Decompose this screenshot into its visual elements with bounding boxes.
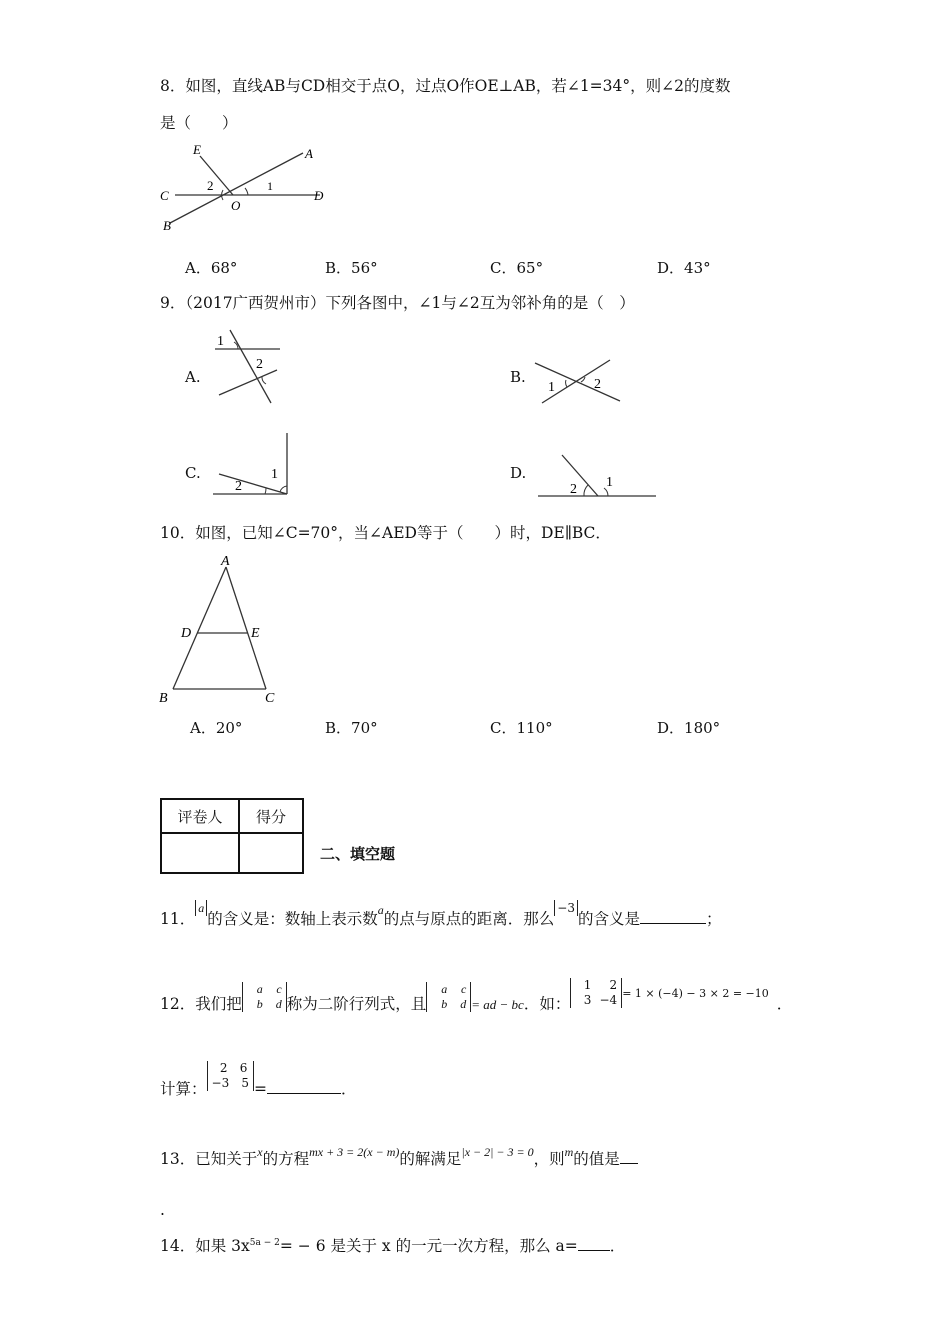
q11-var-a: a	[377, 903, 384, 917]
q13-t1: 已知关于	[195, 1150, 258, 1168]
q13-var-m: m	[564, 1145, 574, 1159]
q8-option-c: C．65°	[490, 259, 544, 277]
q14-line	[160, 1233, 625, 1256]
q10-label-e: E	[251, 626, 260, 641]
q13-t2: 的方程	[262, 1150, 310, 1168]
q14-answer-blank	[578, 1236, 610, 1251]
q9c-angle1: 1	[271, 467, 278, 482]
q14-t2: = − 6 是关于 x 的一元一次方程，那么 a=	[279, 1237, 578, 1256]
q10-label-c: C	[265, 691, 275, 706]
q11-line	[160, 901, 722, 930]
q8-option-d: D．43°	[657, 259, 711, 277]
q14-end: ．	[609, 1237, 626, 1256]
score-table	[160, 798, 304, 874]
q11-answer-blank	[640, 909, 706, 924]
q8-angle2: 2	[207, 178, 214, 193]
q10-option-c: C．110°	[490, 719, 553, 737]
q11-end: ；	[705, 910, 722, 928]
q9-option-a-label: A.	[185, 368, 201, 386]
q10-figure	[155, 550, 290, 710]
q8-option-b: B．56°	[325, 259, 378, 277]
q12-det-calc: 2 6 −3 5	[207, 1061, 255, 1091]
q13-dot: .	[160, 1201, 165, 1219]
q9-option-d-label: D.	[510, 464, 527, 482]
q9d-angle2: 2	[570, 482, 577, 497]
score-table-score-cell	[239, 833, 303, 873]
q14-exponent: 5a − 2	[249, 1238, 280, 1248]
score-table-score-header: 得分	[239, 799, 303, 833]
q12-t1: 我们把	[195, 995, 242, 1013]
q12-num: 12．	[160, 995, 196, 1013]
q13-line	[160, 1145, 638, 1170]
q13-condition: |x − 2| − 3 = 0	[461, 1145, 534, 1159]
q9a-angle2: 2	[256, 357, 263, 372]
q13-num: 13．	[160, 1150, 196, 1168]
q11-t3: 的含义是	[577, 910, 640, 928]
q11-abs-minus3: −3	[554, 900, 578, 916]
q9c-angle2: 2	[235, 479, 242, 494]
q12-t2: 称为二阶行列式，且	[286, 995, 427, 1013]
q12-end: ．	[776, 995, 793, 1013]
q9a-angle1: 1	[217, 334, 224, 349]
q12-calc-line	[160, 1061, 357, 1105]
q9d-angle1: 1	[606, 475, 613, 490]
q12-formula: = ad − bc	[471, 997, 524, 1012]
q12-example-result: = 1 × (−4) − 3 × 2 = −10	[622, 987, 769, 1000]
q10-label-a: A	[221, 554, 230, 569]
q8-label-o: O	[231, 198, 241, 213]
q12-det-definition: a c b d	[426, 982, 471, 1012]
q9b-angle1: 1	[548, 380, 555, 395]
q13-var-x: x	[257, 1145, 263, 1159]
score-table-grader-header: 评卷人	[161, 799, 239, 833]
q9-text: 9．（2017广西贺州市）下列各图中，∠1与∠2互为邻补角的是（ ）	[160, 294, 635, 312]
q13-answer-blank	[620, 1149, 638, 1164]
q9-figure-c	[205, 430, 295, 500]
q8-figure	[155, 138, 335, 238]
q11-t2: 的点与原点的距离．那么	[383, 910, 555, 928]
q13-equation: mx + 3 = 2(x − m)	[309, 1145, 400, 1159]
q8-label-b: B	[163, 218, 171, 233]
q10-option-b: B．70°	[325, 719, 378, 737]
q14-t1: 14．如果 3x	[160, 1237, 250, 1256]
q8-text-line2: 是（ ）	[160, 114, 238, 132]
q8-text-line1: 8．如图，直线AB与CD相交于点O，过点O作OE⊥AB，若∠1=34°，则∠2的度数	[160, 77, 731, 95]
q8-angle1: 1	[267, 179, 273, 193]
q9-option-c-label: C.	[185, 464, 201, 482]
q10-option-a: A．20°	[190, 719, 243, 737]
q10-label-d: D	[181, 626, 192, 641]
q13-t5: 的值是	[573, 1150, 620, 1168]
q8-label-d: D	[314, 188, 324, 203]
score-table-grader-cell	[161, 833, 239, 873]
q12-answer-blank	[267, 1079, 341, 1094]
q11-abs-a: a	[195, 900, 207, 916]
q8-label-a: A	[305, 146, 313, 161]
q9-figure-a	[205, 325, 290, 410]
q10-text: 10．如图，已知∠C=70°，当∠AED等于（ ）时，DE∥BC．	[160, 524, 611, 542]
q8-label-e: E	[193, 142, 201, 157]
q12-det-example: 1 2 3 −4	[570, 978, 622, 1008]
q9-figure-d	[530, 448, 660, 503]
q9b-angle2: 2	[594, 377, 601, 392]
q12-eq-sign: =	[254, 1080, 268, 1098]
section-title: 二、填空题	[320, 845, 396, 863]
q11-t1: 的含义是：数轴上表示数	[207, 910, 378, 928]
q10-option-d: D．180°	[657, 719, 721, 737]
q12-line	[160, 978, 793, 1020]
q12-end2: ．	[341, 1080, 357, 1098]
q10-label-b: B	[159, 691, 168, 706]
q13-t3: 的解满足	[399, 1150, 462, 1168]
q12-calc-label: 计算：	[160, 1080, 207, 1098]
q11-num: 11．	[160, 910, 196, 928]
q9-figure-b	[532, 355, 627, 410]
q9-option-b-label: B.	[510, 368, 526, 386]
q13-t4: ，则	[533, 1150, 565, 1168]
q8-option-a: A．68°	[185, 259, 238, 277]
q8-label-c: C	[160, 188, 169, 203]
q12-t3: ．如：	[523, 995, 571, 1013]
q12-det-abcd: a c b d	[242, 982, 287, 1012]
